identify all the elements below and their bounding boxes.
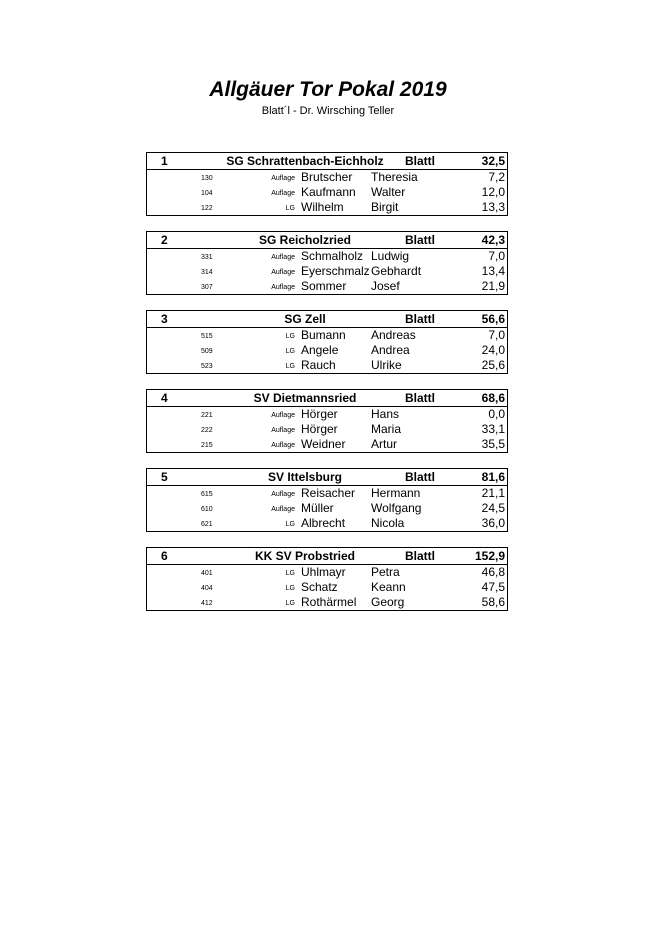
shooter-score: 25,6 bbox=[481, 358, 505, 372]
shooter-number: 404 bbox=[201, 585, 213, 592]
shooter-class: LG bbox=[285, 348, 295, 355]
shooter-number: 509 bbox=[201, 348, 213, 355]
shooter-last-name: Uhlmayr bbox=[301, 565, 346, 579]
team-discipline: Blattl bbox=[405, 391, 435, 405]
shooter-score: 13,4 bbox=[481, 264, 505, 278]
shooter-row bbox=[147, 437, 507, 452]
shooter-last-name: Schatz bbox=[301, 580, 338, 594]
shooter-number: 215 bbox=[201, 442, 213, 449]
shooter-first-name: Nicola bbox=[371, 516, 405, 530]
shooter-number: 130 bbox=[201, 175, 213, 182]
shooter-last-name: Brutscher bbox=[301, 170, 353, 184]
team-block bbox=[146, 468, 508, 532]
shooter-row bbox=[147, 486, 507, 501]
shooter-score: 7,0 bbox=[488, 328, 505, 342]
shooter-class: Auflage bbox=[271, 427, 295, 434]
shooter-class: Auflage bbox=[271, 491, 295, 498]
shooter-score: 33,1 bbox=[481, 422, 505, 436]
team-header bbox=[147, 469, 507, 486]
shooter-first-name: Ulrike bbox=[371, 358, 402, 372]
shooter-number: 401 bbox=[201, 570, 213, 577]
team-name: SG Reicholzried bbox=[258, 233, 352, 247]
team-rank: 5 bbox=[161, 470, 168, 484]
shooter-last-name: Hörger bbox=[301, 422, 338, 436]
shooter-class: LG bbox=[285, 363, 295, 370]
team-header bbox=[147, 390, 507, 407]
shooter-class: Auflage bbox=[271, 506, 295, 513]
shooter-last-name: Wilhelm bbox=[301, 200, 344, 214]
page-title: Allgäuer Tor Pokal 2019 bbox=[209, 78, 447, 101]
shooter-row bbox=[147, 249, 507, 264]
team-total: 68,6 bbox=[481, 391, 505, 405]
shooter-row bbox=[147, 170, 507, 185]
shooter-class: Auflage bbox=[271, 254, 295, 261]
shooter-class: Auflage bbox=[271, 175, 295, 182]
shooter-score: 35,5 bbox=[481, 437, 505, 451]
shooter-first-name: Theresia bbox=[371, 170, 418, 184]
shooter-score: 46,8 bbox=[481, 565, 505, 579]
shooter-first-name: Walter bbox=[371, 185, 406, 199]
shooter-class: LG bbox=[285, 600, 295, 607]
shooter-score: 58,6 bbox=[481, 595, 505, 609]
team-name: SV Ittelsburg bbox=[267, 470, 342, 484]
shooter-number: 222 bbox=[201, 427, 213, 434]
team-header bbox=[147, 232, 507, 249]
shooter-last-name: Weidner bbox=[301, 437, 346, 451]
team-rank: 1 bbox=[161, 154, 168, 168]
shooter-class: LG bbox=[285, 205, 295, 212]
team-rank: 3 bbox=[161, 312, 168, 326]
shooter-number: 331 bbox=[201, 254, 213, 261]
shooter-row bbox=[147, 422, 507, 437]
team-header bbox=[147, 153, 507, 170]
shooter-row bbox=[147, 407, 507, 422]
shooter-last-name: Reisacher bbox=[301, 486, 356, 500]
team-rank: 4 bbox=[161, 391, 168, 405]
shooter-first-name: Wolfgang bbox=[371, 501, 422, 515]
team-block bbox=[146, 231, 508, 295]
shooter-row bbox=[147, 358, 507, 373]
shooter-first-name: Artur bbox=[371, 437, 398, 451]
shooter-number: 104 bbox=[201, 190, 213, 197]
shooter-number: 523 bbox=[201, 363, 213, 370]
team-name: SG Schrattenbach-Eichholz bbox=[226, 154, 384, 168]
shooter-class: Auflage bbox=[271, 284, 295, 291]
team-name: SG Zell bbox=[284, 312, 326, 326]
shooter-row bbox=[147, 343, 507, 358]
shooter-score: 47,5 bbox=[481, 580, 505, 594]
shooter-score: 24,5 bbox=[481, 501, 505, 515]
team-name: SV Dietmannsried bbox=[253, 391, 357, 405]
shooter-first-name: Josef bbox=[371, 279, 400, 293]
shooter-class: Auflage bbox=[271, 442, 295, 449]
shooter-number: 122 bbox=[201, 205, 213, 212]
shooter-score: 0,0 bbox=[488, 407, 505, 421]
shooter-score: 7,0 bbox=[488, 249, 505, 263]
shooter-last-name: Rauch bbox=[301, 358, 336, 372]
shooter-number: 221 bbox=[201, 412, 213, 419]
shooter-number: 307 bbox=[201, 284, 213, 291]
shooter-last-name: Hörger bbox=[301, 407, 338, 421]
team-rank: 6 bbox=[161, 549, 168, 563]
shooter-class: LG bbox=[285, 333, 295, 340]
shooter-score: 21,9 bbox=[481, 279, 505, 293]
team-block bbox=[146, 310, 508, 374]
shooter-first-name: Hermann bbox=[371, 486, 421, 500]
shooter-class: LG bbox=[285, 521, 295, 528]
shooter-last-name: Albrecht bbox=[301, 516, 346, 530]
shooter-first-name: Andreas bbox=[371, 328, 416, 342]
shooter-row bbox=[147, 200, 507, 215]
shooter-row bbox=[147, 185, 507, 200]
shooter-row bbox=[147, 516, 507, 531]
shooter-first-name: Georg bbox=[371, 595, 405, 609]
shooter-score: 13,3 bbox=[481, 200, 505, 214]
shooter-row bbox=[147, 595, 507, 610]
shooter-number: 610 bbox=[201, 506, 213, 513]
shooter-row bbox=[147, 501, 507, 516]
shooter-row bbox=[147, 279, 507, 294]
team-total: 56,6 bbox=[481, 312, 505, 326]
shooter-class: Auflage bbox=[271, 412, 295, 419]
shooter-first-name: Hans bbox=[371, 407, 400, 421]
shooter-last-name: Rothärmel bbox=[301, 595, 357, 609]
team-discipline: Blattl bbox=[405, 549, 435, 563]
shooter-first-name: Birgit bbox=[371, 200, 399, 214]
team-discipline: Blattl bbox=[405, 312, 435, 326]
shooter-score: 12,0 bbox=[481, 185, 505, 199]
team-header bbox=[147, 548, 507, 565]
shooter-last-name: Bumann bbox=[301, 328, 346, 342]
shooter-number: 621 bbox=[201, 521, 213, 528]
results-list bbox=[146, 152, 508, 626]
shooter-first-name: Keann bbox=[371, 580, 406, 594]
shooter-row bbox=[147, 264, 507, 279]
shooter-last-name: Eyerschmalz bbox=[301, 264, 370, 278]
team-rank: 2 bbox=[161, 233, 168, 247]
shooter-row bbox=[147, 328, 507, 343]
shooter-score: 21,1 bbox=[481, 486, 505, 500]
page-subtitle: Blatt´l - Dr. Wirsching Teller bbox=[261, 105, 395, 117]
shooter-last-name: Sommer bbox=[301, 279, 347, 293]
shooter-last-name: Kaufmann bbox=[301, 185, 356, 199]
shooter-row bbox=[147, 565, 507, 580]
shooter-class: LG bbox=[285, 570, 295, 577]
shooter-first-name: Ludwig bbox=[371, 249, 410, 263]
team-block bbox=[146, 389, 508, 453]
shooter-number: 314 bbox=[201, 269, 213, 276]
shooter-score: 7,2 bbox=[488, 170, 505, 184]
team-total: 32,5 bbox=[481, 154, 505, 168]
shooter-score: 24,0 bbox=[481, 343, 505, 357]
shooter-class: Auflage bbox=[271, 269, 295, 276]
shooter-number: 515 bbox=[201, 333, 213, 340]
shooter-last-name: Schmalholz bbox=[301, 249, 364, 263]
shooter-first-name: Maria bbox=[371, 422, 402, 436]
team-name: KK SV Probstried bbox=[254, 549, 356, 563]
team-block bbox=[146, 547, 508, 611]
team-total: 152,9 bbox=[474, 549, 505, 563]
shooter-class: LG bbox=[285, 585, 295, 592]
team-total: 42,3 bbox=[481, 233, 505, 247]
shooter-first-name: Andrea bbox=[371, 343, 410, 357]
shooter-row bbox=[147, 580, 507, 595]
shooter-number: 615 bbox=[201, 491, 213, 498]
team-header bbox=[147, 311, 507, 328]
team-discipline: Blattl bbox=[405, 233, 435, 247]
team-discipline: Blattl bbox=[405, 470, 435, 484]
team-discipline: Blattl bbox=[405, 154, 435, 168]
shooter-first-name: Petra bbox=[371, 565, 400, 579]
shooter-number: 412 bbox=[201, 600, 213, 607]
shooter-first-name: Gebhardt bbox=[371, 264, 422, 278]
shooter-class: Auflage bbox=[271, 190, 295, 197]
shooter-last-name: Müller bbox=[301, 501, 334, 515]
shooter-last-name: Angele bbox=[301, 343, 339, 357]
team-total: 81,6 bbox=[481, 470, 505, 484]
team-block bbox=[146, 152, 508, 216]
shooter-score: 36,0 bbox=[481, 516, 505, 530]
